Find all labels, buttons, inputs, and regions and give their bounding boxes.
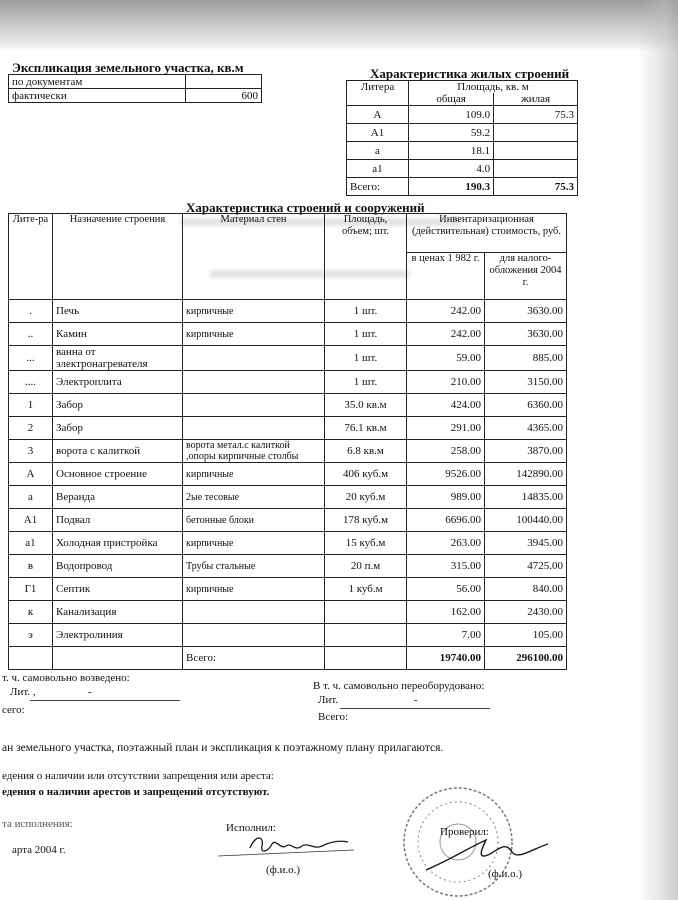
res-total-label: Всего: [347, 178, 409, 196]
rebuilt-total: Всего: [318, 711, 349, 723]
bld-purpose: Веранда [53, 486, 183, 509]
bld-cost-2004: 4725.00 [485, 555, 567, 578]
bld-area: 20 куб.м [325, 486, 407, 509]
table-row [9, 509, 567, 532]
bld-cost-1982: 59.00 [407, 346, 485, 371]
residential-table [346, 80, 578, 196]
col-area: Площадь, кв. м [409, 81, 578, 94]
bld-cost-1982: 7.00 [407, 624, 485, 647]
table-row [9, 75, 262, 89]
built-label: т. ч. самовольно возведено: [2, 672, 130, 684]
bld-cost-2004: 885.00 [485, 346, 567, 371]
scan-top-smudge [0, 0, 678, 52]
table-row [347, 142, 578, 160]
table-row [9, 463, 567, 486]
res-litera: а1 [347, 160, 409, 178]
table-row-total [347, 178, 578, 196]
date-value: арта 2004 г. [12, 844, 66, 856]
bld-area: 15 куб.м [325, 532, 407, 555]
table-row-total [9, 647, 567, 670]
table-row [347, 124, 578, 142]
residential-title: Характеристика жилых строений [370, 66, 570, 81]
bld-cost-2004: 2430.00 [485, 601, 567, 624]
bld-cost-2004: 6360.00 [485, 394, 567, 417]
land-label: по документам [9, 75, 186, 89]
col-cost: Инвентаризационная (действительная) стоимость, руб. [407, 214, 567, 253]
land-title: Экспликация земельного участка, кв.м [12, 60, 244, 75]
col-cost-2004: для налого-обложения 2004 г. [485, 253, 567, 300]
res-total: 18.1 [409, 142, 494, 160]
bld-litera: .... [9, 371, 53, 394]
bld-cost-1982: 263.00 [407, 532, 485, 555]
col-material: Материал стен [183, 214, 325, 300]
bld-purpose: Электролиния [53, 624, 183, 647]
bld-material: кирпичные [183, 532, 325, 555]
bld-area: 406 куб.м [325, 463, 407, 486]
bld-litera: в [9, 555, 53, 578]
bld-cost-2004: 3870.00 [485, 440, 567, 463]
rebuilt-lit-line [340, 708, 490, 709]
bld-purpose: Забор [53, 394, 183, 417]
bld-cost-2004: 3630.00 [485, 323, 567, 346]
bld-material: кирпичные [183, 578, 325, 601]
bld-cost-1982: 162.00 [407, 601, 485, 624]
bld-cost-2004: 3945.00 [485, 532, 567, 555]
bld-cost-1982: 989.00 [407, 486, 485, 509]
bld-cost-2004: 100440.00 [485, 509, 567, 532]
bld-cost-1982: 291.00 [407, 417, 485, 440]
bld-material: ворота метал.с калиткой ,опоры кирпичные столбы [183, 440, 325, 463]
col-living: жилая [494, 93, 578, 106]
buildings-table [8, 213, 567, 670]
built-total: сего: [2, 704, 25, 716]
table-row [9, 394, 567, 417]
bld-material: Трубы стальные [183, 555, 325, 578]
table-row [9, 486, 567, 509]
bld-purpose: Электроплита [53, 371, 183, 394]
bld-cost-1982: 210.00 [407, 371, 485, 394]
bld-purpose: Холодная пристройка [53, 532, 183, 555]
bld-litera: А [9, 463, 53, 486]
table-row [9, 555, 567, 578]
empty-cell [325, 647, 407, 670]
rebuilt-lit: Лит. [318, 694, 339, 706]
table-row [9, 89, 262, 103]
bld-material: бетонные блоки [183, 509, 325, 532]
plan-line: ан земельного участка, поэтажный план и экспликация к поэтажному плану прилагаются. [2, 742, 444, 754]
arrest-question: едения о наличии или отсутствии запрещения или ареста: [2, 770, 274, 782]
bld-material [183, 371, 325, 394]
bld-purpose: Печь [53, 300, 183, 323]
table-row [9, 371, 567, 394]
bld-litera: 3 [9, 440, 53, 463]
bld-litera: .. [9, 323, 53, 346]
land-value [186, 75, 262, 89]
bld-material [183, 601, 325, 624]
res-living [494, 142, 578, 160]
col-cost-1982: в ценах 1 982 г. [407, 253, 485, 300]
built-dash: - [88, 686, 92, 698]
checker-fio: (ф.и.о.) [488, 868, 523, 880]
bld-purpose: Канализация [53, 601, 183, 624]
res-total: 4.0 [409, 160, 494, 178]
bld-cost-2004: 3630.00 [485, 300, 567, 323]
bld-purpose: Септик [53, 578, 183, 601]
col-litera: Литера [347, 81, 409, 106]
bld-litera: а [9, 486, 53, 509]
table-row [9, 417, 567, 440]
land-table [8, 74, 262, 103]
land-value: 600 [186, 89, 262, 103]
bld-material [183, 417, 325, 440]
bld-litera: . [9, 300, 53, 323]
bld-purpose: Основное строение [53, 463, 183, 486]
bld-litera: к [9, 601, 53, 624]
bld-purpose: ванна от электронагревателя [53, 346, 183, 371]
table-row [9, 346, 567, 371]
scan-right-shadow [638, 0, 678, 900]
bld-area: 76.1 кв.м [325, 417, 407, 440]
bld-material: кирпичные [183, 300, 325, 323]
checker-label: Проверил: [440, 826, 489, 838]
bld-area: 35.0 кв.м [325, 394, 407, 417]
res-total: 109.0 [409, 106, 494, 124]
res-total-living: 75.3 [494, 178, 578, 196]
bld-litera: ... [9, 346, 53, 371]
res-litera: а [347, 142, 409, 160]
bld-material [183, 394, 325, 417]
bld-area: 20 п.м [325, 555, 407, 578]
col-area: Площадь, объем; шт. [325, 214, 407, 300]
col-total: общая [409, 93, 494, 106]
bld-litera: А1 [9, 509, 53, 532]
bld-area: 1 шт. [325, 323, 407, 346]
bld-cost-2004: 4365.00 [485, 417, 567, 440]
bld-litera: 1 [9, 394, 53, 417]
bld-cost-2004: 3150.00 [485, 371, 567, 394]
bld-cost-2004: 14835.00 [485, 486, 567, 509]
bld-litera: э [9, 624, 53, 647]
bld-area [325, 601, 407, 624]
table-row [9, 532, 567, 555]
table-row [347, 106, 578, 124]
res-living [494, 160, 578, 178]
table-row [9, 578, 567, 601]
bld-area: 1 куб.м [325, 578, 407, 601]
bld-material [183, 624, 325, 647]
bld-cost-1982: 56.00 [407, 578, 485, 601]
res-litera: А [347, 106, 409, 124]
executor-label: Исполнил: [226, 822, 276, 834]
table-row [9, 323, 567, 346]
empty-cell [9, 647, 53, 670]
res-total-total: 190.3 [409, 178, 494, 196]
bld-area: 6.8 кв.м [325, 440, 407, 463]
table-row [347, 160, 578, 178]
bld-total-label: Всего: [183, 647, 325, 670]
bld-total-1982: 19740.00 [407, 647, 485, 670]
bld-area: 1 шт. [325, 346, 407, 371]
built-lit: Лит. , [10, 686, 36, 698]
bld-material: 2ые тесовые [183, 486, 325, 509]
res-living: 75.3 [494, 106, 578, 124]
bld-litera: Г1 [9, 578, 53, 601]
res-living [494, 124, 578, 142]
bld-material: кирпичные [183, 463, 325, 486]
bld-cost-1982: 9526.00 [407, 463, 485, 486]
built-lit-line [30, 700, 180, 701]
bld-area: 1 шт. [325, 371, 407, 394]
date-label: та исполнения: [2, 818, 73, 830]
bld-cost-1982: 242.00 [407, 300, 485, 323]
empty-cell [53, 647, 183, 670]
table-row [9, 440, 567, 463]
rebuilt-dash: - [414, 694, 418, 706]
bld-cost-1982: 315.00 [407, 555, 485, 578]
bld-total-2004: 296100.00 [485, 647, 567, 670]
bld-purpose: Камин [53, 323, 183, 346]
arrest-answer: едения о наличии арестов и запрещений отсутствуют. [2, 786, 270, 798]
bld-purpose: Водопровод [53, 555, 183, 578]
bld-area: 178 куб.м [325, 509, 407, 532]
bld-purpose: Забор [53, 417, 183, 440]
bld-cost-1982: 6696.00 [407, 509, 485, 532]
bld-litera: 2 [9, 417, 53, 440]
bld-purpose: ворота с калиткой [53, 440, 183, 463]
bld-cost-1982: 242.00 [407, 323, 485, 346]
col-purpose: Назначение строения [53, 214, 183, 300]
col-litera: Лите-ра [9, 214, 53, 300]
bld-area: 1 шт. [325, 300, 407, 323]
land-label: фактически [9, 89, 186, 103]
bld-cost-1982: 424.00 [407, 394, 485, 417]
res-total: 59.2 [409, 124, 494, 142]
bld-purpose: Подвал [53, 509, 183, 532]
table-row [9, 624, 567, 647]
bld-material: кирпичные [183, 323, 325, 346]
executor-signature [214, 828, 364, 864]
table-row [9, 300, 567, 323]
bld-litera: а1 [9, 532, 53, 555]
table-row [9, 601, 567, 624]
buildings-title: Характеристика строений и сооружений [186, 200, 425, 215]
bld-cost-1982: 258.00 [407, 440, 485, 463]
bld-cost-2004: 840.00 [485, 578, 567, 601]
bld-material [183, 346, 325, 371]
bld-cost-2004: 142890.00 [485, 463, 567, 486]
executor-fio: (ф.и.о.) [266, 864, 301, 876]
res-litera: А1 [347, 124, 409, 142]
bld-cost-2004: 105.00 [485, 624, 567, 647]
bld-area [325, 624, 407, 647]
rebuilt-label: В т. ч. самовольно переоборудовано: [313, 680, 485, 692]
